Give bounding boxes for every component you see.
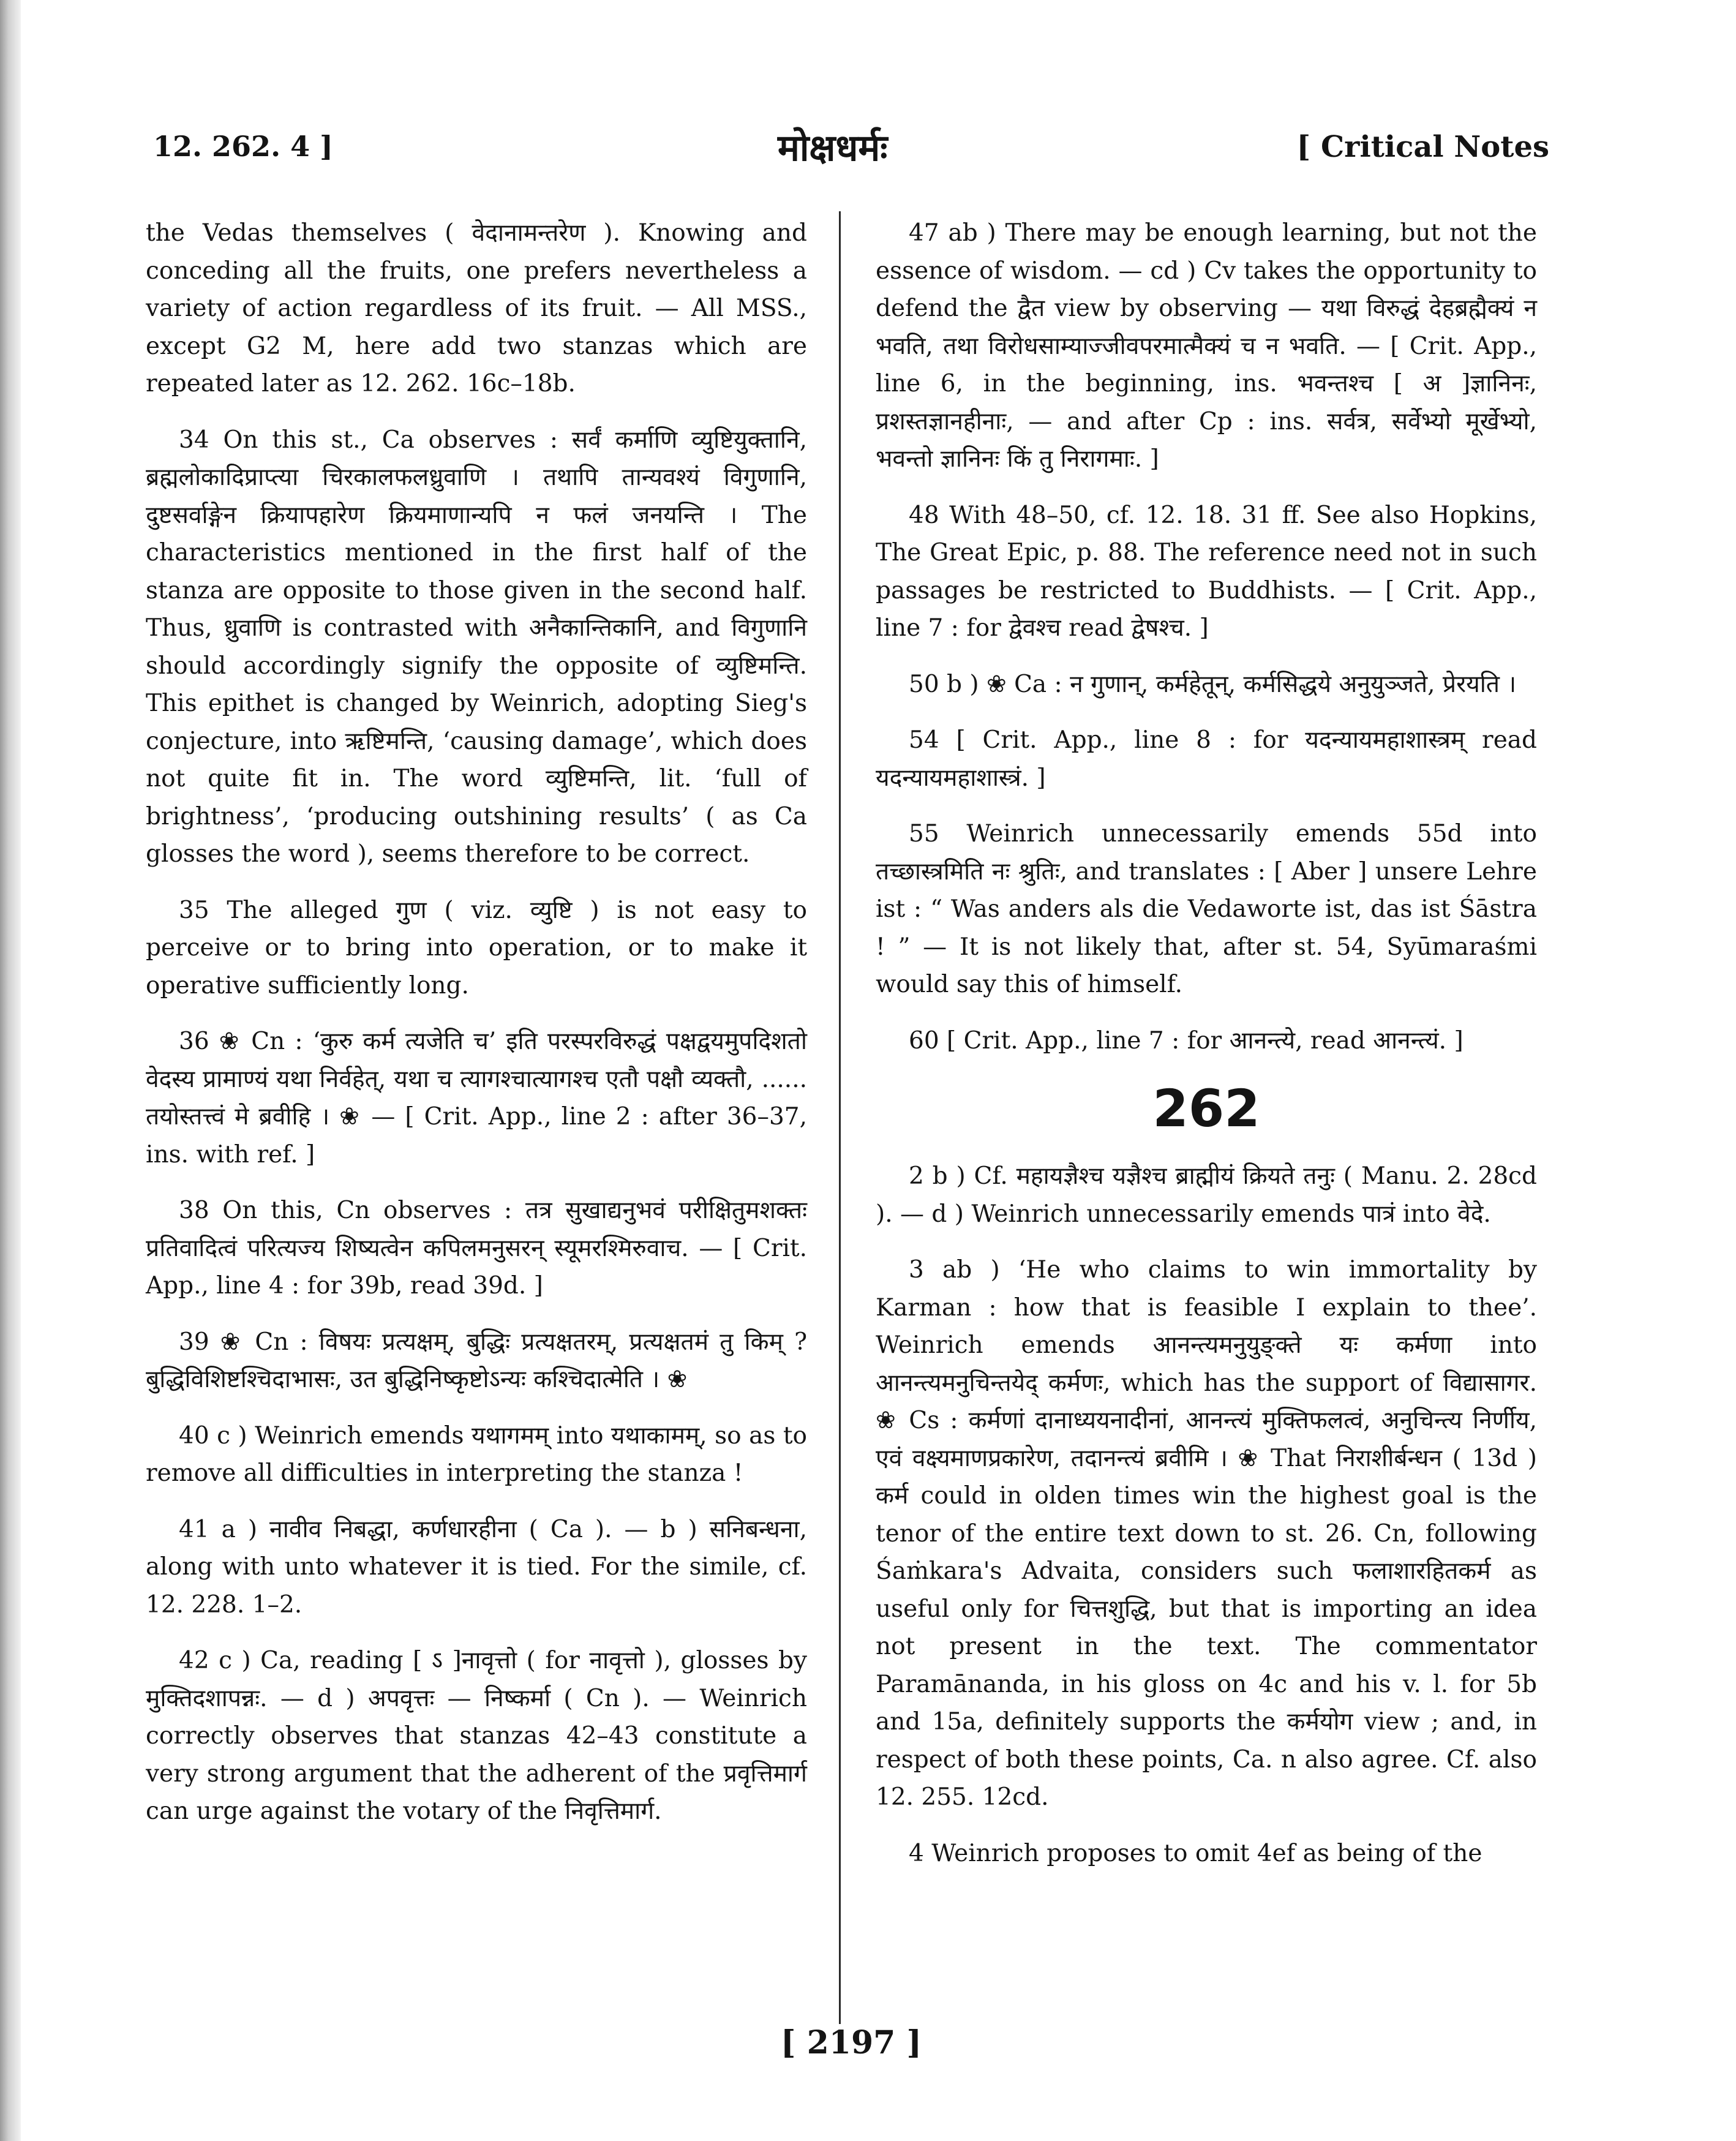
- note-paragraph: 2 b ) Cf. महायज्ञैश्च यज्ञैश्च ब्राह्मीयं क्रियते तनुः ( Manu. 2. 28cd ). — d ) Weinrich unnecessarily emends पात्रं into वेदे.: [876, 1162, 1537, 1228]
- page-number: [ 2197 ]: [780, 2024, 922, 2061]
- note-paragraph: 36 ❀ Cn : ‘कुरु कर्म त्यजेति च’ इति परस्परविरुद्धं पक्षद्वयमुपदिशतो वेदस्य प्रामाण्यं यथा निर्वहेत्, यथा च त्यागश्चात्यागश्च एतौ पक्षौ व्यक्तौ, ...... तयोस्तत्त्वं मे ब्रवीहि । ❀ — [ Crit. App., line 2 : after 36–37, ins. with ref. ]: [146, 1028, 807, 1168]
- note-paragraph: 41 a ) नावीव निबद्धा, कर्णधारहीना ( Ca ). — b ) सनिबन्धना, along with unto whatever it is tied. For the simile, cf. 12. 228. 1–2.: [146, 1515, 807, 1619]
- left-column: [146, 214, 807, 1849]
- scan-edge: [0, 0, 21, 2141]
- note-paragraph: 60 [ Crit. App., line 7 : for आनन्त्ये, read आनन्त्यं. ]: [909, 1026, 1464, 1055]
- note-paragraph: 38 On this, Cn observes : तत्र सुखाद्यनुभवं परीक्षितुमशक्तः प्रतिवादित्वं परित्यज्य शिष्यत्वेन कपिलमनुसरन् स्यूमरश्मिरुवाच. — [ Crit. App., line 4 : for 39b, read 39d. ]: [146, 1197, 807, 1300]
- note-paragraph: 40 c ) Weinrich emends यथागमम् into यथाकामम्, so as to remove all difficulties in interpreting the stanza !: [146, 1421, 807, 1487]
- section-number: 262: [1152, 1078, 1260, 1138]
- note-paragraph: 3 ab ) ‘He who claims to win immortality by Karman : how that is feasible I explain to thee’. Weinrich emends आनन्त्यमनुयुङ्क्ते यः कर्मणा into आनन्त्यमनुचिन्तयेद् कर्मणः, which has the support of विद्यासागर. ❀ Cs : कर्मणां दानाध्ययनादीनां, आनन्त्यं मुक्तिफलत्वं, अनुचिन्त्य निर्णीय, एवं वक्ष्यमाणप्रकारेण, तदानन्त्यं ब्रवीमि । ❀ That निराशीर्बन्धन ( 13d ) कर्म could in olden times win the highest goal is the tenor of the entire text down to st. 26. Cn, following Śaṁkara's Advaita, considers such फलाशारहितकर्म as useful only for चित्तशुद्धि, but that is importing an idea not present in the text. The commentator Paramānanda, in his gloss on 4c and his v. l. for 5b and 15a, definitely supports the कर्मयोग view ; and, in respect of both these points, Ca. n also agree. Cf. also 12. 255. 12cd.: [876, 1256, 1537, 1811]
- note-paragraph: 55 Weinrich unnecessarily emends 55d into तच्छास्त्रमिति नः श्रुतिः, and translates : [ Aber ] unsere Lehre ist : “ Was anders als die Vedaworte ist, das ist Śāstra ! ” — It is not likely that, after st. 54, Syūmaraśmi would say this of himself.: [876, 820, 1537, 998]
- note-paragraph: 4 Weinrich proposes to omit 4ef as being of the: [909, 1839, 1482, 1867]
- note-paragraph: 48 With 48–50, cf. 12. 18. 31 ff. See also Hopkins, The Great Epic, p. 88. The reference need not in such passages be restricted to Buddhists. — [ Crit. App., line 7 : for द्वेवश्च read द्वेषश्च. ]: [876, 501, 1537, 642]
- column-divider: [839, 211, 841, 2024]
- header-title: मोक्षधर्मः: [778, 127, 888, 170]
- note-paragraph: 47 ab ) There may be enough learning, but not the essence of wisdom. — cd ) Cv takes the opportunity to defend the द्वैत view by observing — यथा विरुद्धं देहब्रह्मैक्यं न भवति, तथा विरोधसाम्याज्जीवपरमात्मैक्यं च न भवति. — [ Crit. App., line 6, in the beginning, ins. भवन्तश्च [ अ ]ज्ञानिनः, प्रशस्तज्ञानहीनाः, — and after Cp : ins. सर्वत्र, सर्वेभ्यो मूर्खेभ्यो, भवन्तो ज्ञानिनः किं तु निरागमाः. ]: [876, 219, 1537, 473]
- note-paragraph: 34 On this st., Ca observes : सर्वं कर्माणि व्युष्टियुक्तानि, ब्रह्मलोकादिप्राप्त्या चिरकालफलध्रुवाणि । तथापि तान्यवश्यं विगुणानि, दुष्टसर्वाङ्गेन क्रियापहारेण क्रियमाणान्यपि न फलं जनयन्ति । The characteristics mentioned in the first half of the stanza are opposite to those given in the second half. Thus, ध्रुवाणि is contrasted with अनैकान्तिकानि, and विगुणानि should accordingly signify the opposite of व्युष्टिमन्ति. This epithet is changed by Weinrich, adopting Sieg's conjecture, into ऋष्टिमन्ति, ‘causing damage’, which does not quite fit in. The word व्युष्टिमन्ति, lit. ‘full of brightness’, ‘producing outshining results’ ( as Ca glosses the word ), seems therefore to be correct.: [146, 426, 807, 868]
- note-paragraph: 50 b ) ❀ Ca : न गुणान्, कर्महेतून्, कर्मसिद्धये अनुयुञ्जते, प्रेरयति ।: [909, 670, 1517, 698]
- header-section-label: [ Critical Notes: [1296, 130, 1549, 164]
- note-paragraph: 35 The alleged गुण ( viz. व्युष्टि ) is not easy to perceive or to bring into operation, or to make it operative sufficiently long.: [146, 896, 807, 999]
- right-column: [876, 214, 1537, 1891]
- note-paragraph: 39 ❀ Cn : विषयः प्रत्यक्षम्, बुद्धिः प्रत्यक्षतरम्, प्रत्यक्षतमं तु किम् ? बुद्धिविशिष्टश्चिदाभासः, उत बुद्धिनिष्कृष्टोऽन्यः कश्चिदात्मेति । ❀: [146, 1328, 807, 1393]
- note-paragraph: 54 [ Crit. App., line 8 : for यदन्यायमहाशास्त्रम् read यदन्यायमहाशास्त्रं. ]: [876, 726, 1537, 792]
- note-paragraph: the Vedas themselves ( वेदानामन्तरेण ). Knowing and conceding all the fruits, one prefers nevertheless a variety of action regardless of its fruit. — All MSS., except G2 M, here add two stanzas which are repeated later as 12. 262. 16c–18b.: [146, 219, 807, 397]
- header-verse-ref: 12. 262. 4 ]: [153, 130, 333, 163]
- page-header: [153, 121, 1549, 176]
- note-paragraph: 42 c ) Ca, reading [ ऽ ]नावृत्तो ( for नावृत्तो ), glosses by मुक्तिदशापन्नः. — d ) अपवृत्तः — निष्कर्मा ( Cn ). — Weinrich correctly observes that stanzas 42–43 constitute a very strong argument that the adherent of the प्रवृत्तिमार्ग can urge against the votary of the निवृत्तिमार्ग.: [146, 1647, 807, 1825]
